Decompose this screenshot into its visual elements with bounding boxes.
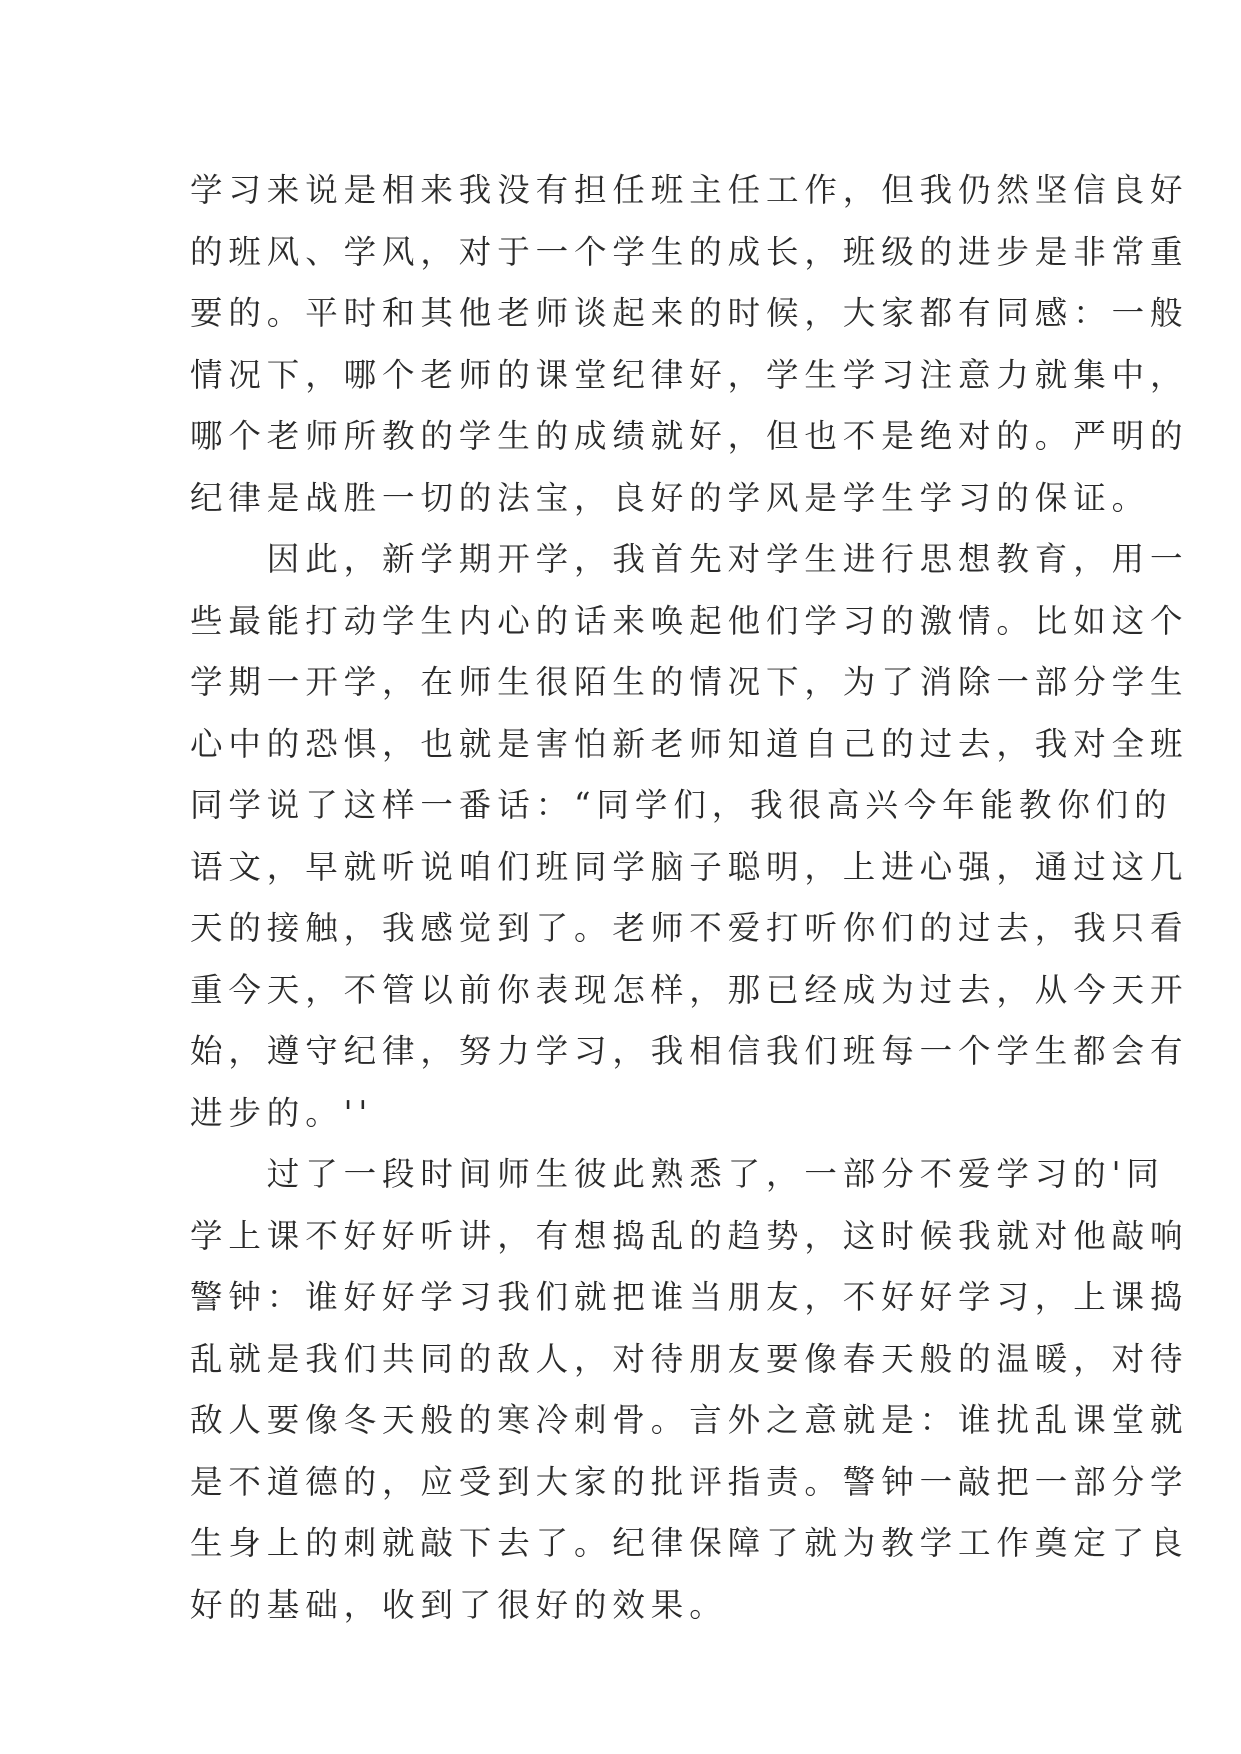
text-line: 学期一开学，在师生很陌生的情况下，为了消除一部分学生 [190, 663, 1189, 701]
text-line: 天的接触，我感觉到了。老师不爱打听你们的过去，我只看 [190, 909, 1189, 947]
text-line: 乱就是我们共同的敌人，对待朋友要像春天般的温暖，对待 [190, 1339, 1189, 1378]
text-line: 语文，早就听说咱们班同学脑子聪明，上进心强，通过这几 [190, 847, 1189, 886]
text-line: 学上课不好好听讲，有想捣乱的趋势，这时候我就对他敲响 [190, 1216, 1189, 1255]
text-line: 进步的。'' [190, 1093, 374, 1132]
paragraph-2 [190, 529, 1189, 1144]
text-line: 重今天，不管以前你表现怎样，那已经成为过去，从今天开 [190, 970, 1189, 1009]
text-line: 敌人要像冬天般的寒冷刺骨。言外之意就是：谁扰乱课堂就 [190, 1401, 1189, 1439]
text-line: 因此，新学期开学，我首先对学生进行思想教育，用一 [190, 540, 1189, 578]
text-line: 的班风、学风，对于一个学生的成长，班级的进步是非常重 [190, 232, 1189, 271]
paragraph-1 [190, 160, 1189, 529]
text-line: 纪律是战胜一切的法宝，良好的学风是学生学习的保证。 [190, 478, 1151, 517]
text-line: 过了一段时间师生彼此熟悉了，一部分不爱学习的'同 [190, 1155, 1165, 1193]
text-line: 是不道德的，应受到大家的批评指责。警钟一敲把一部分学 [190, 1462, 1189, 1501]
text-line: 学习来说是相来我没有担任班主任工作，但我仍然坚信良好 [190, 171, 1189, 209]
text-line: 情况下，哪个老师的课堂纪律好，学生学习注意力就集中， [190, 355, 1189, 394]
paragraph-3 [190, 1144, 1189, 1636]
text-line: 好的基础，收到了很好的效果。 [190, 1585, 728, 1624]
document-body [190, 160, 1189, 1636]
text-line: 些最能打动学生内心的话来唤起他们学习的激情。比如这个 [190, 601, 1189, 640]
text-line: 同学说了这样一番话：“同学们，我很高兴今年能教你们的 [190, 786, 1173, 824]
text-line: 要的。平时和其他老师谈起来的时候，大家都有同感：一般 [190, 294, 1189, 332]
text-line: 警钟：谁好好学习我们就把谁当朋友，不好好学习，上课捣 [190, 1278, 1189, 1316]
text-line: 生身上的刺就敲下去了。纪律保障了就为教学工作奠定了良 [190, 1524, 1189, 1562]
text-line: 始，遵守纪律，努力学习，我相信我们班每一个学生都会有 [190, 1032, 1189, 1070]
text-line: 心中的恐惧，也就是害怕新老师知道自己的过去，我对全班 [190, 724, 1189, 763]
text-line: 哪个老师所教的学生的成绩就好，但也不是绝对的。严明的 [190, 417, 1189, 455]
